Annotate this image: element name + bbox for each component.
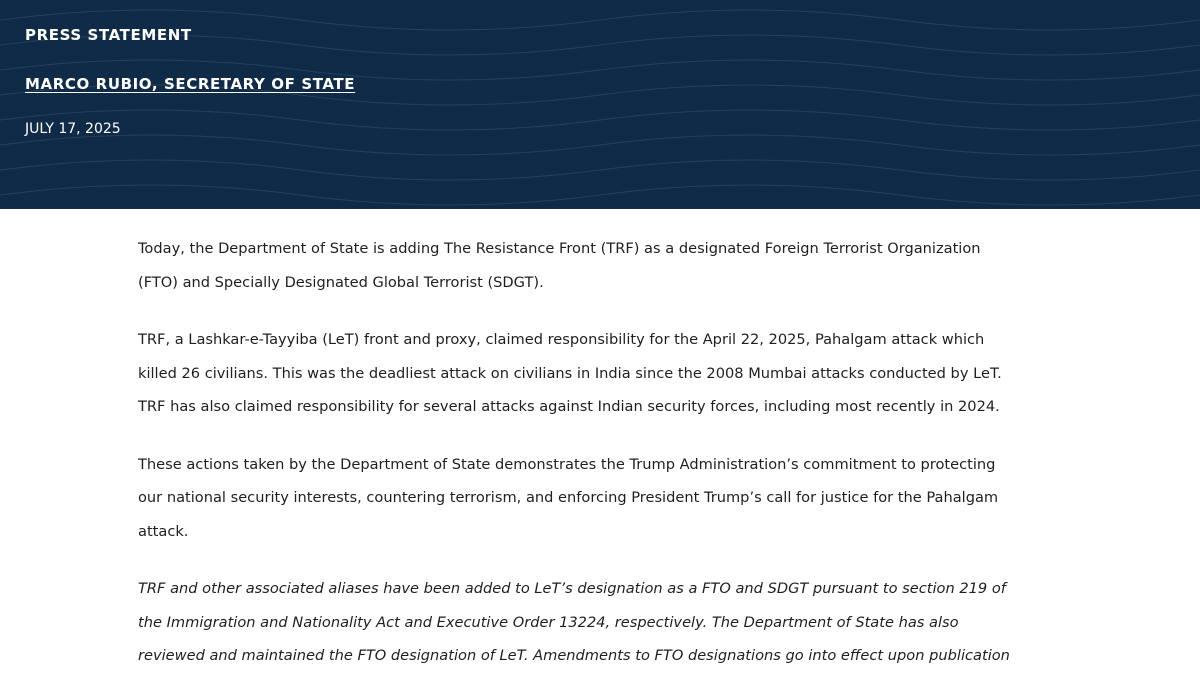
body-paragraph-italic: TRF and other associated aliases have been added to LeT’s designation as a FTO and SDGT pursuant to section 219 of the Immigration and Nationality Act and Executive Order 13224, respectively. The Department of State has also reviewed and maintained the FTO designation of LeT. Amendments to FTO designations go into effect upon publication — [138, 580, 1010, 664]
author-link[interactable]: MARCO RUBIO, SECRETARY OF STATE — [25, 75, 356, 93]
body-paragraph: TRF, a Lashkar-e-Tayyiba (LeT) front and proxy, claimed responsibility for the April 22, 2025, Pahalgam attack which killed 26 civilians. This was the deadliest attack on civilians in India since the 2008 Mumbai attacks conducted by LeT. TRF has also claimed responsibility for several attacks against Indian security forces, including most recently in 2024. — [138, 331, 1002, 415]
body-paragraph: Today, the Department of State is adding The Resistance Front (TRF) as a designated Foreign Terrorist Organization (FTO) and Specially Designated Global Terrorist (SDGT). — [138, 240, 981, 291]
body-paragraph: These actions taken by the Department of State demonstrates the Trump Administration’s commitment to protecting our national security interests, countering terrorism, and enforcing President Trump’s call for justice for the Pahalgam attack. — [138, 455, 999, 540]
press-header — [0, 0, 1200, 209]
press-statement-label: PRESS STATEMENT — [25, 26, 192, 44]
statement-body — [138, 232, 1018, 675]
publish-date: JULY 17, 2025 — [25, 121, 121, 137]
clipped-headline-fragment — [200, 0, 350, 2]
